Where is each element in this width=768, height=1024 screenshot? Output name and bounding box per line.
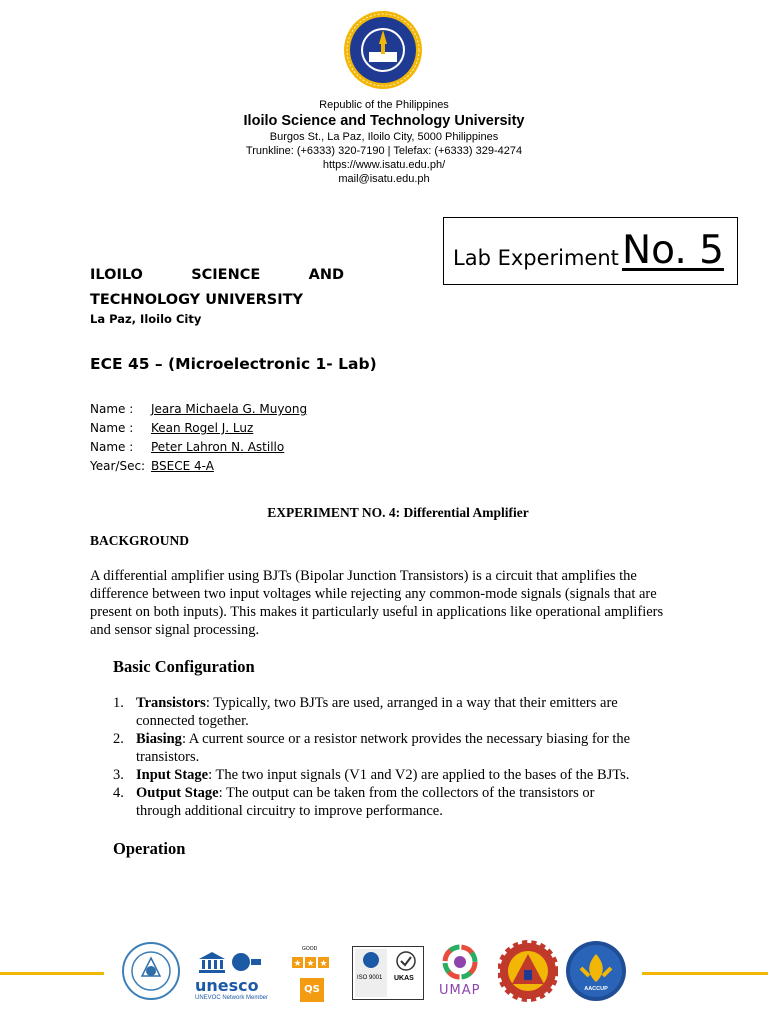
- footer-seal-logo: [122, 942, 180, 1000]
- list-number: 1.: [113, 695, 124, 711]
- member-row: [90, 457, 307, 476]
- institution-name: [90, 263, 344, 313]
- member-label: Name :: [90, 421, 134, 435]
- member-row: [90, 400, 307, 419]
- member-name: Kean Rogel J. Luz: [151, 421, 254, 435]
- svg-text:★: ★: [293, 959, 302, 969]
- address-text: Burgos St., La Paz, Iloilo City, 5000 Philippines: [269, 131, 499, 143]
- list-item: [113, 730, 643, 766]
- list-term: Transistors: [136, 695, 206, 711]
- list-text: [136, 766, 629, 784]
- member-list: [90, 400, 307, 476]
- republic-text: Republic of the Philippines: [319, 99, 449, 111]
- unesco-logo: [195, 948, 267, 1004]
- umap-wordmark: UMAP: [439, 983, 481, 998]
- list-item: [113, 784, 643, 820]
- iso-ukas-certification-logo: [352, 946, 424, 1000]
- background-heading: BACKGROUND: [90, 533, 190, 548]
- footer-divider-left: [0, 972, 104, 975]
- aaccup-logo: [565, 940, 627, 1002]
- course-title: ECE 45 – (Microelectronic 1- Lab): [90, 355, 377, 373]
- member-row: [90, 419, 307, 438]
- list-term: Input Stage: [136, 767, 209, 783]
- svg-text:★: ★: [319, 959, 328, 969]
- member-name: Jeara Michaela G. Muyong: [151, 402, 308, 416]
- ukas-panel: [390, 949, 422, 997]
- institution-city: La Paz, Iloilo City: [90, 312, 202, 326]
- year-section-label: Year/Sec:: [90, 459, 146, 473]
- ukas-label: UKAS: [394, 975, 414, 982]
- list-description: : The output can be taken from the collectors of the transistors or through additional circuitry to improve performance.: [136, 785, 595, 819]
- lab-experiment-box: [443, 217, 738, 285]
- list-text: [136, 730, 643, 766]
- list-text: [136, 784, 643, 820]
- basic-configuration-heading: Basic Configuration: [113, 657, 255, 676]
- institution-word-2: SCIENCE: [191, 267, 261, 283]
- unesco-subtitle: UNEVOC Network Member: [195, 995, 269, 1001]
- member-label: Name :: [90, 440, 134, 454]
- engineering-gear-logo: [498, 940, 558, 1002]
- operation-heading: Operation: [113, 839, 186, 858]
- configuration-list: [113, 694, 643, 820]
- iso-label: ISO 9001: [357, 975, 383, 981]
- qs-badge: QS: [300, 978, 324, 1002]
- experiment-title: EXPERIMENT NO. 4: Differential Amplifier: [267, 505, 529, 520]
- list-text: [136, 694, 643, 730]
- lab-experiment-number: No. 5: [622, 228, 724, 273]
- member-name: Peter Lahron N. Astillo: [151, 440, 285, 454]
- email-link[interactable]: mail@isatu.edu.ph: [338, 173, 430, 185]
- list-description: : Typically, two BJTs are used, arranged in a way that their emitters are connected together.: [136, 695, 618, 729]
- list-term: Output Stage: [136, 785, 219, 801]
- list-item: [113, 694, 643, 730]
- qs-stars-logo: [290, 946, 332, 1004]
- university-name: Iloilo Science and Technology University: [243, 113, 525, 129]
- list-number: 3.: [113, 767, 124, 783]
- iso-cert-panel: [355, 949, 387, 997]
- unesco-wordmark: unesco: [195, 976, 259, 995]
- year-section-value: BSECE 4-A: [151, 459, 214, 473]
- footer-divider-right: [642, 972, 768, 975]
- list-number: 4.: [113, 785, 124, 801]
- list-number: 2.: [113, 731, 124, 747]
- phone-text: Trunkline: (+6333) 320-7190 | Telefax: (+6333) 329-4274: [245, 145, 523, 157]
- background-paragraph: A differential amplifier using BJTs (Bipolar Junction Transistors) is a circuit that amplifies the difference between two input voltages while rejecting any common-mode signals (signals that are present on both inputs). This makes it particularly useful in applications like operational amplifiers and sensor signal processing.: [90, 568, 664, 638]
- umap-logo: [438, 944, 482, 1002]
- university-seal: [343, 10, 423, 90]
- qs-top-label: GOOD: [302, 946, 318, 952]
- member-label: Name :: [90, 402, 134, 416]
- svg-text:★: ★: [306, 959, 315, 969]
- list-description: : A current source or a resistor network provides the necessary biasing for the transistors.: [136, 731, 631, 765]
- list-term: Biasing: [136, 731, 182, 747]
- aaccup-label: AACCUP: [584, 986, 608, 992]
- list-description: : The two input signals (V1 and V2) are applied to the bases of the BJTs.: [208, 767, 630, 783]
- list-item: [113, 766, 643, 784]
- member-row: [90, 438, 307, 457]
- institution-word-1: ILOILO: [90, 267, 143, 283]
- institution-line-2: TECHNOLOGY UNIVERSITY: [90, 292, 304, 308]
- lab-experiment-label: Lab Experiment: [453, 246, 619, 270]
- website-link[interactable]: https://www.isatu.edu.ph/: [322, 159, 446, 171]
- institution-word-3: AND: [308, 267, 344, 283]
